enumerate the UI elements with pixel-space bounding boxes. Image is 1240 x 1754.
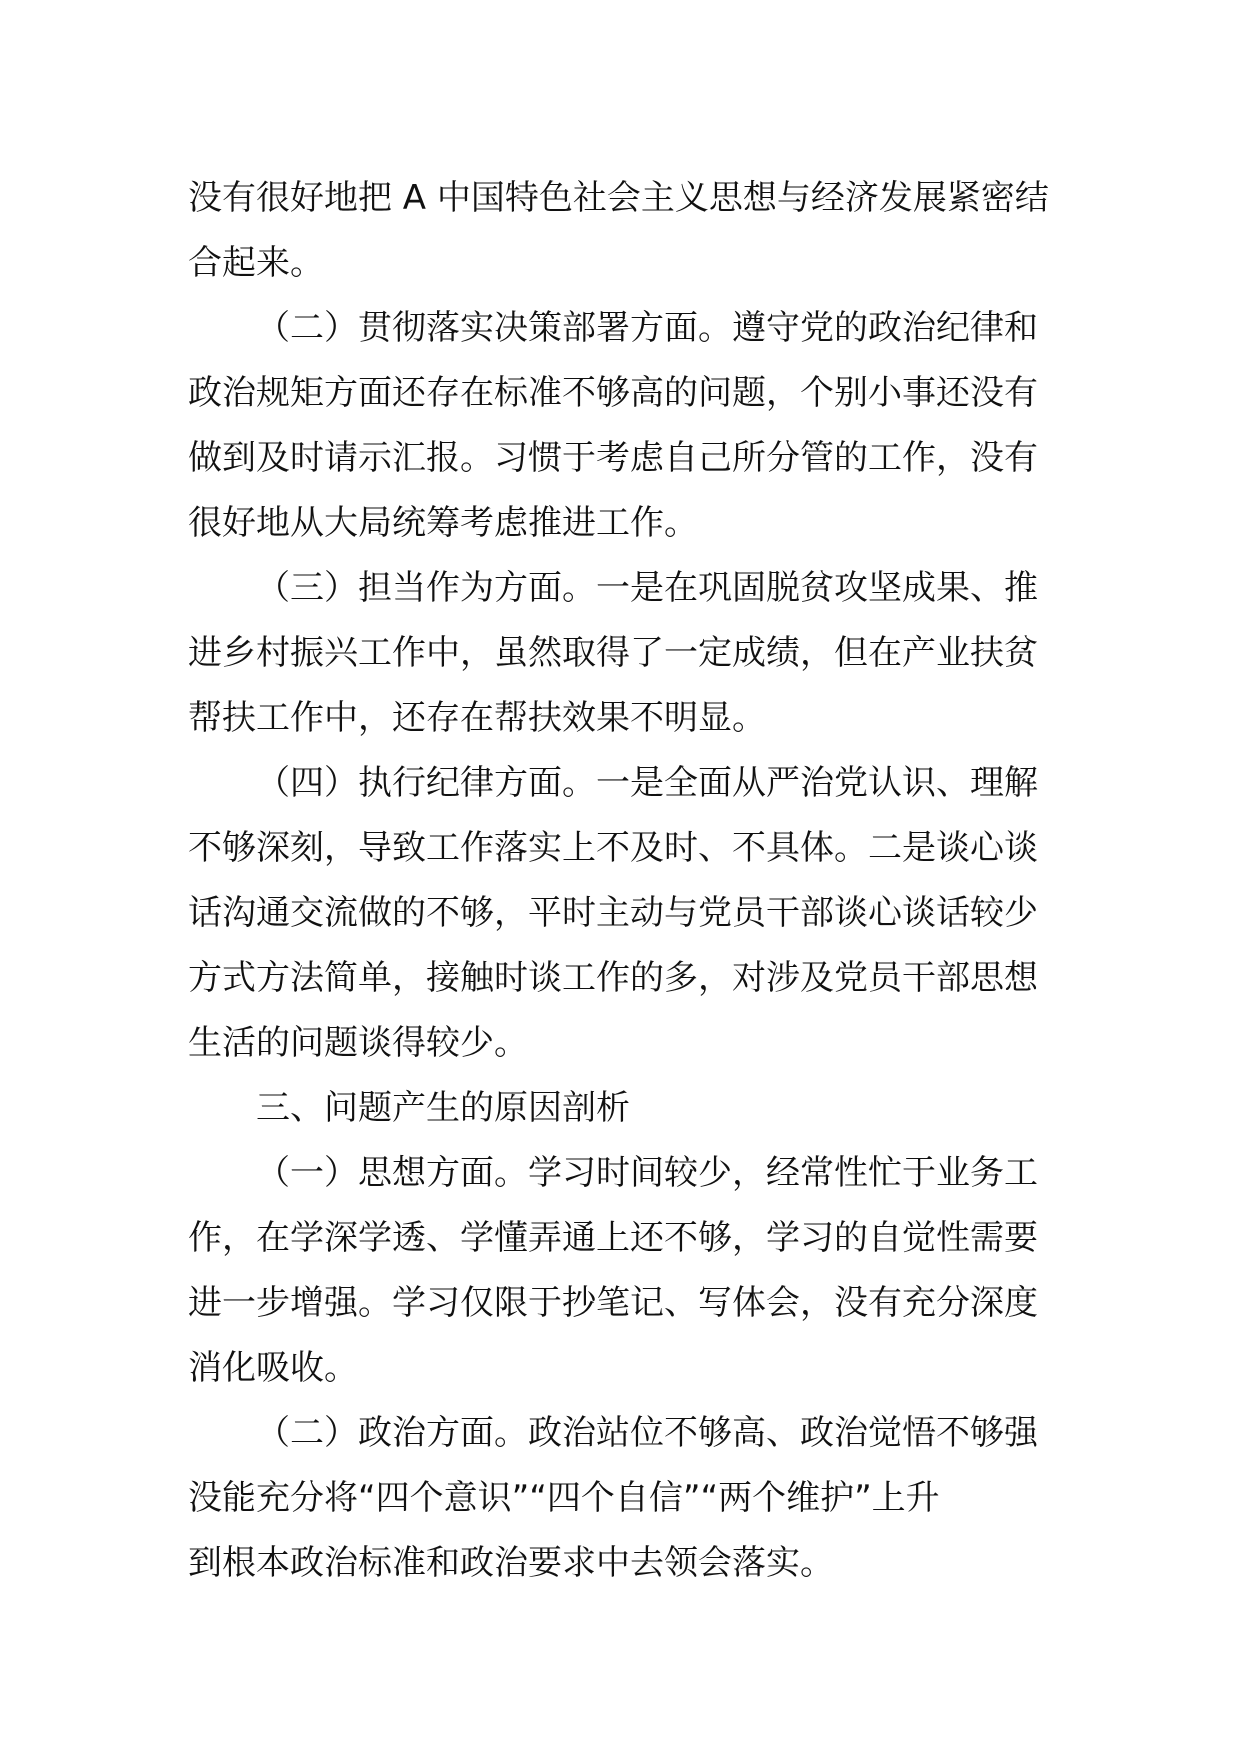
paragraph-start-line: （三）担当作为方面。一是在巩固脱贫攻坚成果、推 bbox=[256, 568, 1038, 608]
section-heading: 三、问题产生的原因剖析 bbox=[256, 1088, 630, 1128]
text-line: 进一步增强。学习仅限于抄笔记、写体会，没有充分深度 bbox=[188, 1283, 1038, 1323]
text-line: 话沟通交流做的不够，平时主动与党员干部谈心谈话较少 bbox=[188, 893, 1038, 933]
text-line: 方式方法简单，接触时谈工作的多，对涉及党员干部思想 bbox=[188, 958, 1038, 998]
text-line: 进乡村振兴工作中，虽然取得了一定成绩，但在产业扶贫 bbox=[188, 633, 1038, 673]
text-line: 生活的问题谈得较少。 bbox=[188, 1023, 528, 1063]
document-body bbox=[188, 166, 1068, 1596]
text-line: 帮扶工作中，还存在帮扶效果不明显。 bbox=[188, 698, 766, 738]
text-line: 做到及时请示汇报。习惯于考虑自己所分管的工作，没有 bbox=[188, 438, 1038, 478]
text-line: 没能充分将“四个意识”“四个自信”“两个维护”上升 bbox=[188, 1478, 940, 1518]
text-line: 作，在学深学透、学懂弄通上还不够，学习的自觉性需要 bbox=[188, 1218, 1038, 1258]
paragraph-start-line: （二）贯彻落实决策部署方面。遵守党的政治纪律和 bbox=[256, 308, 1038, 348]
text-line: 没有很好地把 A 中国特色社会主义思想与经济发展紧密结 bbox=[188, 178, 1049, 218]
paragraph-start-line: （四）执行纪律方面。一是全面从严治党认识、理解 bbox=[256, 763, 1038, 803]
paragraph-start-line: （一）思想方面。学习时间较少，经常性忙于业务工 bbox=[256, 1153, 1038, 1193]
paragraph-start-line: （二）政治方面。政治站位不够高、政治觉悟不够强 bbox=[256, 1413, 1038, 1453]
text-line: 不够深刻，导致工作落实上不及时、不具体。二是谈心谈 bbox=[188, 828, 1038, 868]
text-line: 消化吸收。 bbox=[188, 1348, 358, 1388]
text-line: 合起来。 bbox=[188, 243, 324, 283]
text-line: 政治规矩方面还存在标准不够高的问题，个别小事还没有 bbox=[188, 373, 1038, 413]
text-line: 到根本政治标准和政治要求中去领会落实。 bbox=[188, 1543, 834, 1583]
text-line: 很好地从大局统筹考虑推进工作。 bbox=[188, 503, 698, 543]
